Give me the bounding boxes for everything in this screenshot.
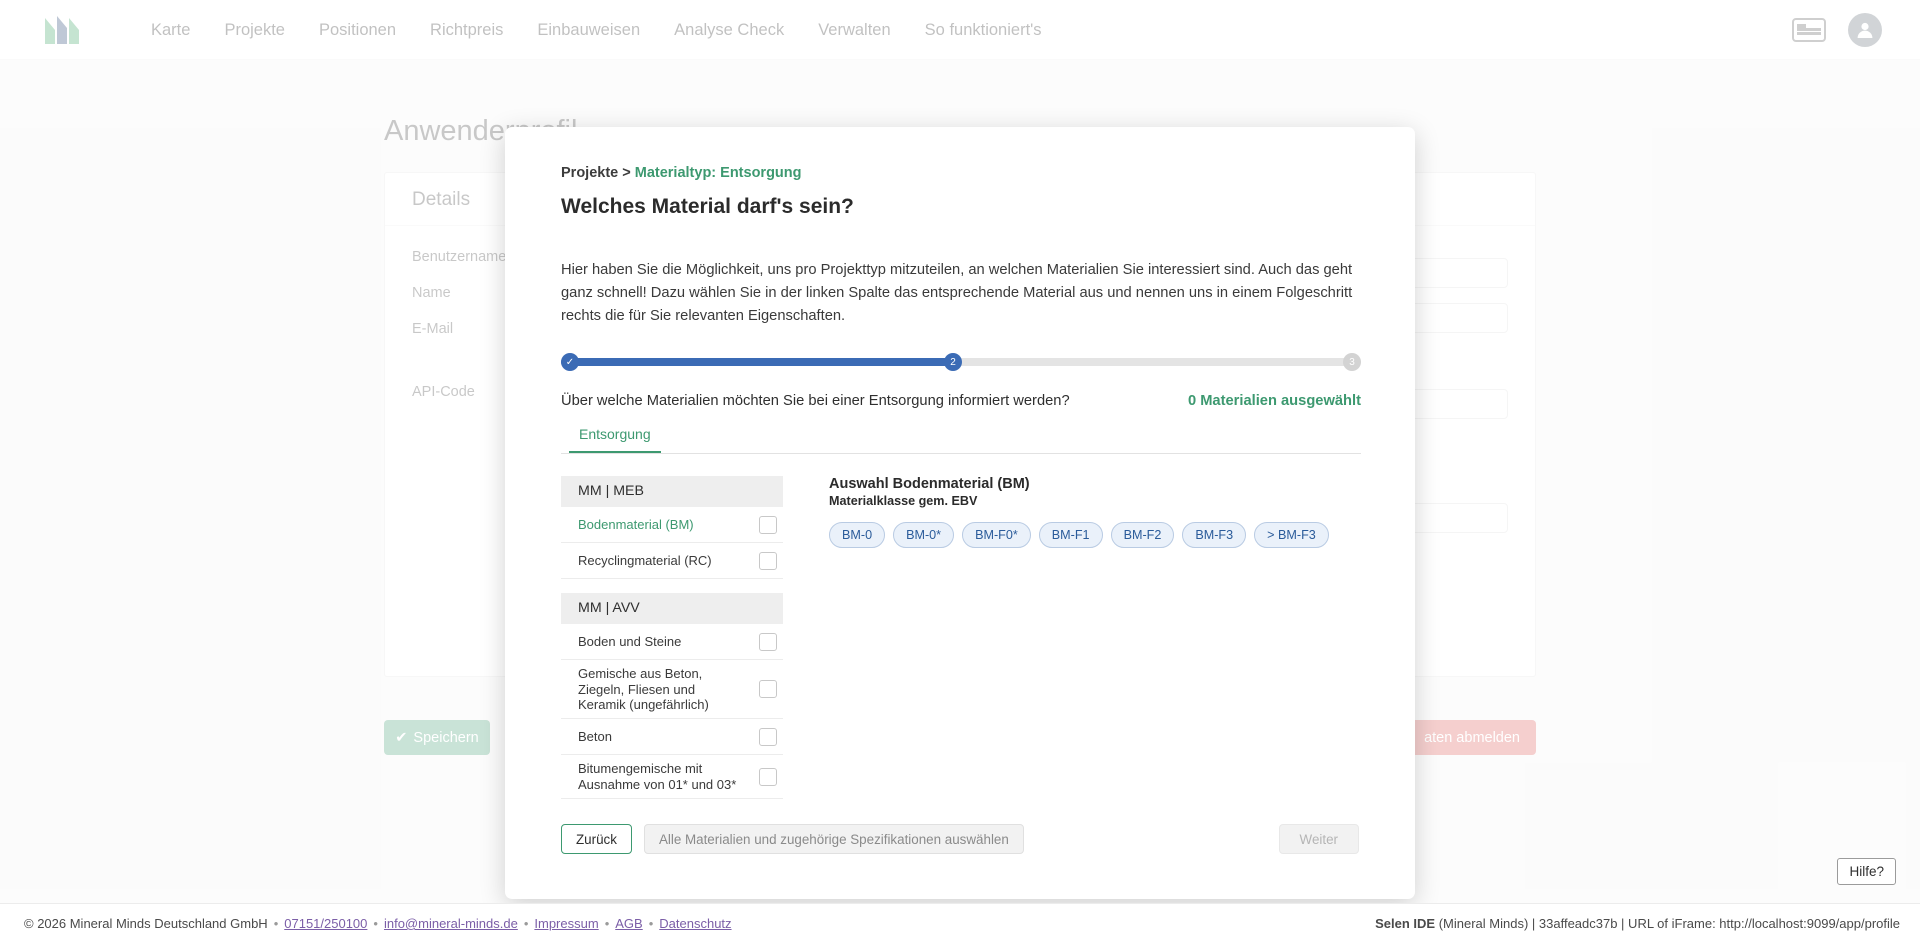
list-item[interactable] bbox=[561, 507, 783, 543]
list-item[interactable] bbox=[561, 543, 783, 579]
footer-phone-link[interactable]: 07151/250100 bbox=[284, 916, 368, 931]
progress-stepper bbox=[561, 353, 1361, 371]
modal-footer bbox=[561, 824, 1359, 854]
material-list bbox=[561, 476, 783, 792]
page-footer bbox=[0, 903, 1920, 943]
footer-datenschutz-link[interactable]: Datenschutz bbox=[659, 916, 732, 931]
selected-count-badge: 0 Materialien ausgewählt bbox=[1187, 393, 1361, 410]
footer-separator: • bbox=[604, 916, 610, 931]
select-all-button[interactable]: Alle Materialien und zugehörige Spezifikationen auswählen bbox=[644, 824, 1024, 854]
footer-copyright: © 2026 Mineral Minds Deutschland GmbH bbox=[24, 916, 268, 931]
material-detail-panel bbox=[829, 476, 1349, 766]
material-checkbox-beton[interactable] bbox=[759, 728, 777, 746]
step-2-current[interactable]: 2 bbox=[944, 353, 962, 371]
progress-fill bbox=[561, 358, 953, 366]
material-label-bodenmaterial: Bodenmaterial (BM) bbox=[578, 517, 694, 533]
material-selection-modal bbox=[505, 127, 1415, 899]
chip-bm-f2[interactable]: BM-F2 bbox=[1111, 522, 1175, 548]
chip-bm-f3[interactable]: BM-F3 bbox=[1182, 522, 1246, 548]
detail-title: Auswahl Bodenmaterial (BM) bbox=[829, 476, 1030, 493]
detail-subtitle: Materialklasse gem. EBV bbox=[829, 494, 978, 509]
list-item[interactable] bbox=[561, 719, 783, 755]
chip-greater-bm-f3[interactable]: > BM-F3 bbox=[1254, 522, 1329, 548]
footer-status bbox=[1375, 916, 1900, 931]
group-header-mm-avv: MM | AVV bbox=[561, 593, 783, 624]
breadcrumb bbox=[561, 165, 1359, 181]
material-checkbox-bodenmaterial[interactable] bbox=[759, 516, 777, 534]
back-button[interactable]: Zurück bbox=[561, 824, 632, 854]
material-label-recyclingmaterial: Recyclingmaterial (RC) bbox=[578, 553, 712, 569]
group-header-mm-meb: MM | MEB bbox=[561, 476, 783, 507]
step-3-upcoming[interactable]: 3 bbox=[1343, 353, 1361, 371]
footer-status-app: Selen IDE bbox=[1375, 916, 1436, 931]
tab-entsorgung[interactable]: Entsorgung bbox=[569, 426, 661, 453]
footer-separator: • bbox=[648, 916, 654, 931]
material-label-gemische: Gemische aus Beton, Ziegeln, Fliesen und Keramik (ungefährlich) bbox=[578, 666, 709, 712]
footer-email-link[interactable]: info@mineral-minds.de bbox=[383, 916, 518, 931]
help-button[interactable]: Hilfe? bbox=[1837, 858, 1896, 885]
material-label-beton: Beton bbox=[578, 729, 612, 745]
list-item[interactable] bbox=[561, 624, 783, 660]
footer-links bbox=[24, 916, 732, 931]
sub-question: Über welche Materialien möchten Sie bei einer Entsorgung informiert werden? bbox=[561, 393, 1070, 410]
footer-status-detail: (Mineral Minds) | 33affeadc37b | URL of iFrame: http://localhost:9099/app/profile bbox=[1438, 916, 1900, 931]
chip-bm-f0-star[interactable]: BM-F0* bbox=[962, 522, 1031, 548]
footer-agb-link[interactable]: AGB bbox=[615, 916, 643, 931]
chip-bm-f1[interactable]: BM-F1 bbox=[1039, 522, 1103, 548]
step-1-completed[interactable]: ✓ bbox=[561, 353, 579, 371]
modal-description: Hier haben Sie die Möglichkeit, uns pro Projekttyp mitzuteilen, an welchen Materialien Sie interessiert sind. Auch das geht ganz schnell! Dazu wählen Sie in der linken Spalte das entsprechende Material aus und nennen uns in einem Folgeschritt rechts die für Sie relevanten Eigenschaften. bbox=[561, 262, 1353, 324]
footer-separator: • bbox=[373, 916, 378, 931]
list-item[interactable] bbox=[561, 755, 783, 799]
material-checkbox-bitumengemische[interactable] bbox=[759, 768, 777, 786]
footer-separator: • bbox=[273, 916, 279, 931]
chip-bm-0[interactable]: BM-0 bbox=[829, 522, 885, 548]
material-checkbox-gemische[interactable] bbox=[759, 680, 777, 698]
material-checkbox-boden-und-steine[interactable] bbox=[759, 633, 777, 651]
list-item[interactable] bbox=[561, 660, 783, 719]
modal-title: Welches Material darf's sein? bbox=[561, 195, 854, 218]
footer-separator: • bbox=[523, 916, 529, 931]
material-label-bitumengemische: Bitumengemische mit Ausnahme von 01* und 03* bbox=[578, 761, 737, 792]
breadcrumb-root[interactable]: Projekte > bbox=[561, 165, 631, 181]
material-label-boden-und-steine: Boden und Steine bbox=[578, 634, 682, 650]
tab-bar bbox=[561, 426, 1361, 454]
selection-columns bbox=[561, 476, 1361, 792]
sub-question-row bbox=[561, 393, 1361, 409]
chip-bm-0-star[interactable]: BM-0* bbox=[893, 522, 954, 548]
material-list-scroll[interactable] bbox=[561, 476, 783, 792]
next-button[interactable]: Weiter bbox=[1279, 824, 1359, 854]
footer-impressum-link[interactable]: Impressum bbox=[534, 916, 599, 931]
material-class-chips bbox=[829, 522, 1349, 548]
material-checkbox-recyclingmaterial[interactable] bbox=[759, 552, 777, 570]
breadcrumb-current[interactable]: Materialtyp: Entsorgung bbox=[634, 165, 802, 181]
